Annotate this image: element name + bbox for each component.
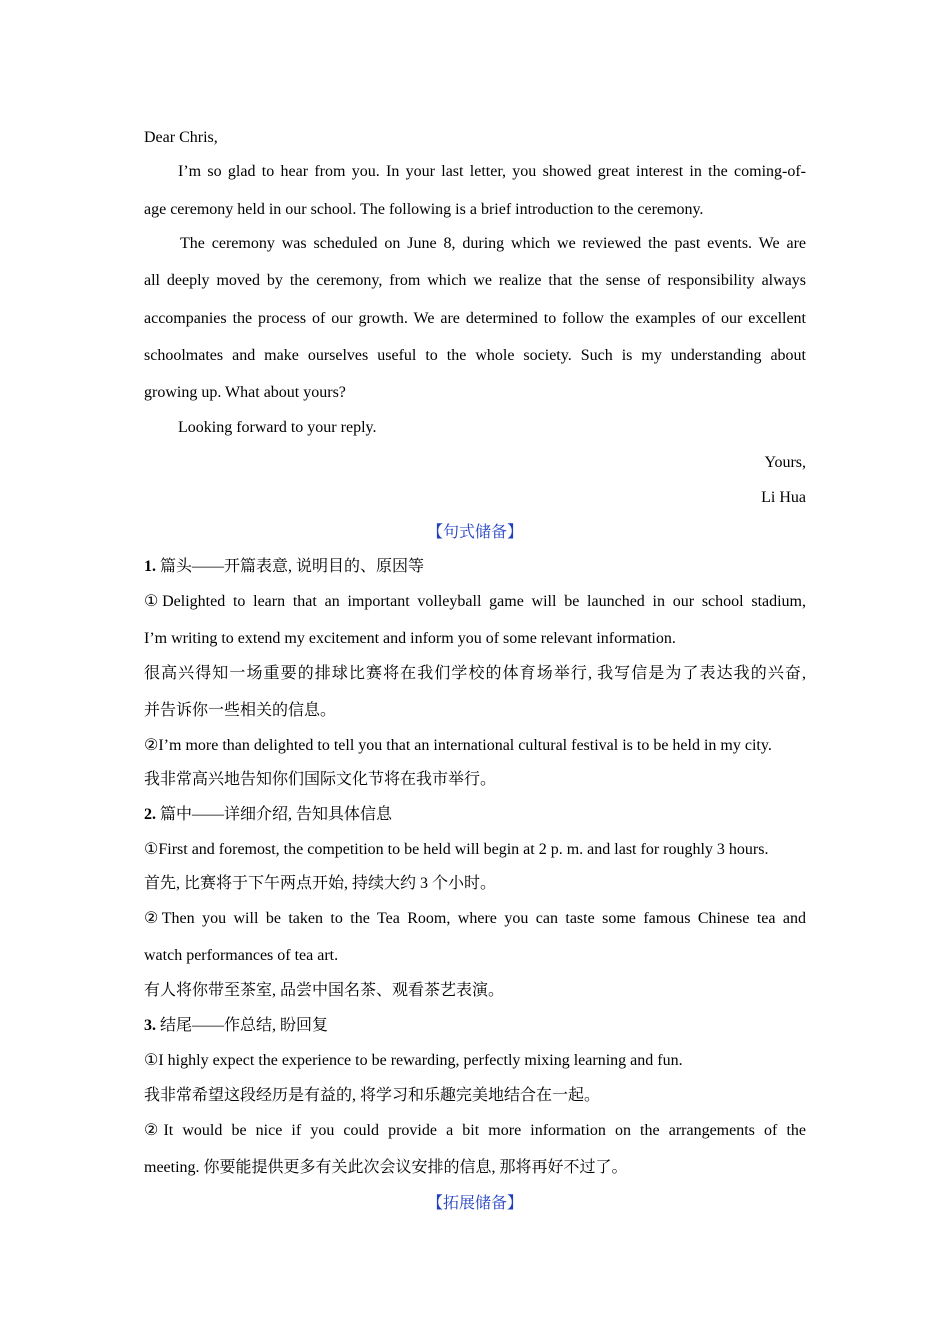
letter-paragraph-2-line-4: schoolmates and make ourselves useful to the whole society. Such is my understanding about: [144, 347, 806, 364]
section-title-sentence-bank: 【句式储备】: [426, 524, 523, 541]
sentence-1-translation-line-1: 很高兴得知一场重要的排球比赛将在我们学校的体育场举行, 我写信是为了表达我的兴奋,: [144, 665, 806, 682]
letter-paragraph-1-line-2: age ceremony held in our school. The following is a brief introduction to the ceremony.: [144, 201, 704, 218]
letter-signature: Li Hua: [761, 489, 806, 506]
heading-2-number: 2.: [144, 806, 156, 823]
sentence-2: ②I’m more than delighted to tell you that an international cultural festival is to be held in my city.: [144, 737, 772, 754]
letter-paragraph-2-line-2: all deeply moved by the ceremony, from which we realize that the sense of responsibility always: [144, 272, 806, 289]
sentence-5: ①I highly expect the experience to be rewarding, perfectly mixing learning and fun.: [144, 1052, 683, 1069]
sentence-6-line-1: ②It would be nice if you could provide a bit more information on the arrangements of the: [144, 1122, 806, 1139]
sentence-3-translation: 首先, 比赛将于下午两点开始, 持续大约 3 个小时。: [144, 875, 497, 892]
heading-1-text: 篇头——开篇表意, 说明目的、原因等: [156, 558, 425, 575]
letter-paragraph-2-line-5: growing up. What about yours?: [144, 384, 346, 401]
letter-greeting: Dear Chris,: [144, 129, 218, 146]
sentence-4-translation: 有人将你带至茶室, 品尝中国名茶、观看茶艺表演。: [144, 982, 505, 999]
letter-paragraph-1-line-1: I’m so glad to hear from you. In your last letter, you showed great interest in the coming-of-: [178, 163, 806, 180]
sentence-5-translation: 我非常希望这段经历是有益的, 将学习和乐趣完美地结合在一起。: [144, 1087, 601, 1104]
sentence-1-line-2: I’m writing to extend my excitement and inform you of some relevant information.: [144, 630, 676, 647]
sentence-4-line-2: watch performances of tea art.: [144, 947, 339, 964]
heading-1-number: 1.: [144, 558, 156, 575]
heading-3: [144, 1016, 806, 1036]
sentence-1-translation-line-2: 并告诉你一些相关的信息。: [144, 702, 337, 719]
heading-2: [144, 805, 806, 825]
sentence-4-line-1: ②Then you will be taken to the Tea Room, where you can taste some famous Chinese tea and: [144, 910, 806, 927]
sentence-3: ①First and foremost, the competition to be held will begin at 2 p. m. and last for roughly 3 hours.: [144, 841, 769, 858]
section-title-extension-bank: 【拓展储备】: [426, 1195, 523, 1212]
heading-3-number: 3.: [144, 1017, 156, 1034]
letter-paragraph-2-line-1: The ceremony was scheduled on June 8, during which we reviewed the past events. We are: [180, 235, 806, 252]
heading-2-text: 篇中——详细介绍, 告知具体信息: [156, 806, 393, 823]
sentence-1-line-1: ①Delighted to learn that an important volleyball game will be launched in our school stadium,: [144, 593, 806, 610]
letter-paragraph-2-line-3: accompanies the process of our growth. We are determined to follow the examples of our excellent: [144, 310, 806, 327]
heading-1: [144, 557, 806, 577]
letter-closing: Yours,: [764, 454, 806, 471]
sentence-2-translation: 我非常高兴地告知你们国际文化节将在我市举行。: [144, 771, 497, 788]
letter-paragraph-3: Looking forward to your reply.: [178, 419, 377, 436]
heading-3-text: 结尾——作总结, 盼回复: [156, 1017, 329, 1034]
sentence-6-line-2: meeting. 你要能提供更多有关此次会议安排的信息, 那将再好不过了。: [144, 1159, 628, 1176]
